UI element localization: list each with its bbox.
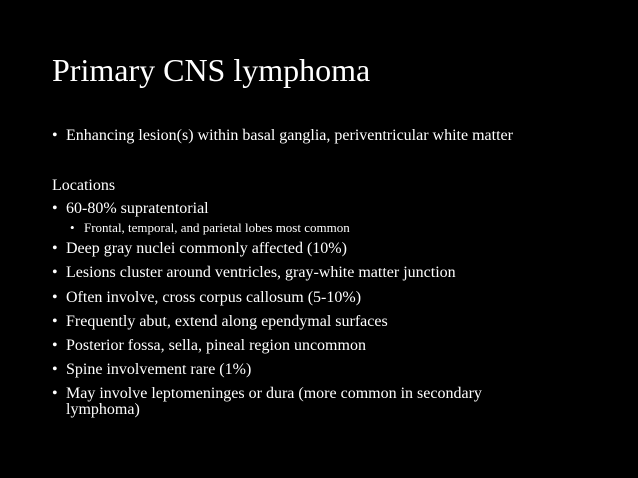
bullet-item bbox=[52, 312, 388, 331]
bullet-item bbox=[52, 263, 456, 282]
bullet-marker: • bbox=[70, 220, 75, 235]
bullet-marker: • bbox=[52, 361, 58, 378]
bullet-marker: • bbox=[52, 385, 58, 402]
bullet-marker: • bbox=[52, 200, 58, 217]
bullet-item bbox=[52, 288, 361, 307]
intro-bullet bbox=[52, 126, 513, 145]
bullet-marker: • bbox=[52, 337, 58, 354]
bullet-text: Posterior fossa, sella, pineal region uncommon bbox=[66, 337, 366, 354]
locations-heading: Locations bbox=[52, 177, 116, 194]
bullet-text: Deep gray nuclei commonly affected (10%) bbox=[66, 240, 347, 257]
bullet-text: Enhancing lesion(s) within basal ganglia, periventricular white matter bbox=[66, 127, 513, 144]
bullet-item bbox=[52, 199, 209, 218]
bullet-marker: • bbox=[52, 240, 58, 257]
bullet-text: Frequently abut, extend along ependymal surfaces bbox=[66, 313, 388, 330]
bullet-text: Lesions cluster around ventricles, gray-white matter junction bbox=[66, 264, 456, 281]
bullet-line-continuation: lymphoma) bbox=[66, 401, 140, 418]
bullet-text: May involve leptomeninges or dura (more common in secondary bbox=[66, 385, 482, 402]
bullet-item bbox=[52, 239, 347, 258]
sub-bullet-text: Frontal, temporal, and parietal lobes most common bbox=[84, 220, 350, 235]
bullet-marker: • bbox=[52, 264, 58, 281]
slide-title: Primary CNS lymphoma bbox=[52, 52, 371, 88]
bullet-marker: • bbox=[52, 313, 58, 330]
bullet-text: Often involve, cross corpus callosum (5-10%) bbox=[66, 289, 362, 306]
sub-bullet-item bbox=[70, 220, 350, 236]
bullet-item bbox=[52, 360, 251, 379]
bullet-item-multiline bbox=[52, 384, 482, 416]
bullet-marker: • bbox=[52, 127, 58, 144]
bullet-text: Spine involvement rare (1%) bbox=[66, 361, 252, 378]
bullet-text: 60-80% supratentorial bbox=[66, 200, 209, 217]
bullet-item bbox=[52, 336, 366, 355]
bullet-marker: • bbox=[52, 289, 58, 306]
